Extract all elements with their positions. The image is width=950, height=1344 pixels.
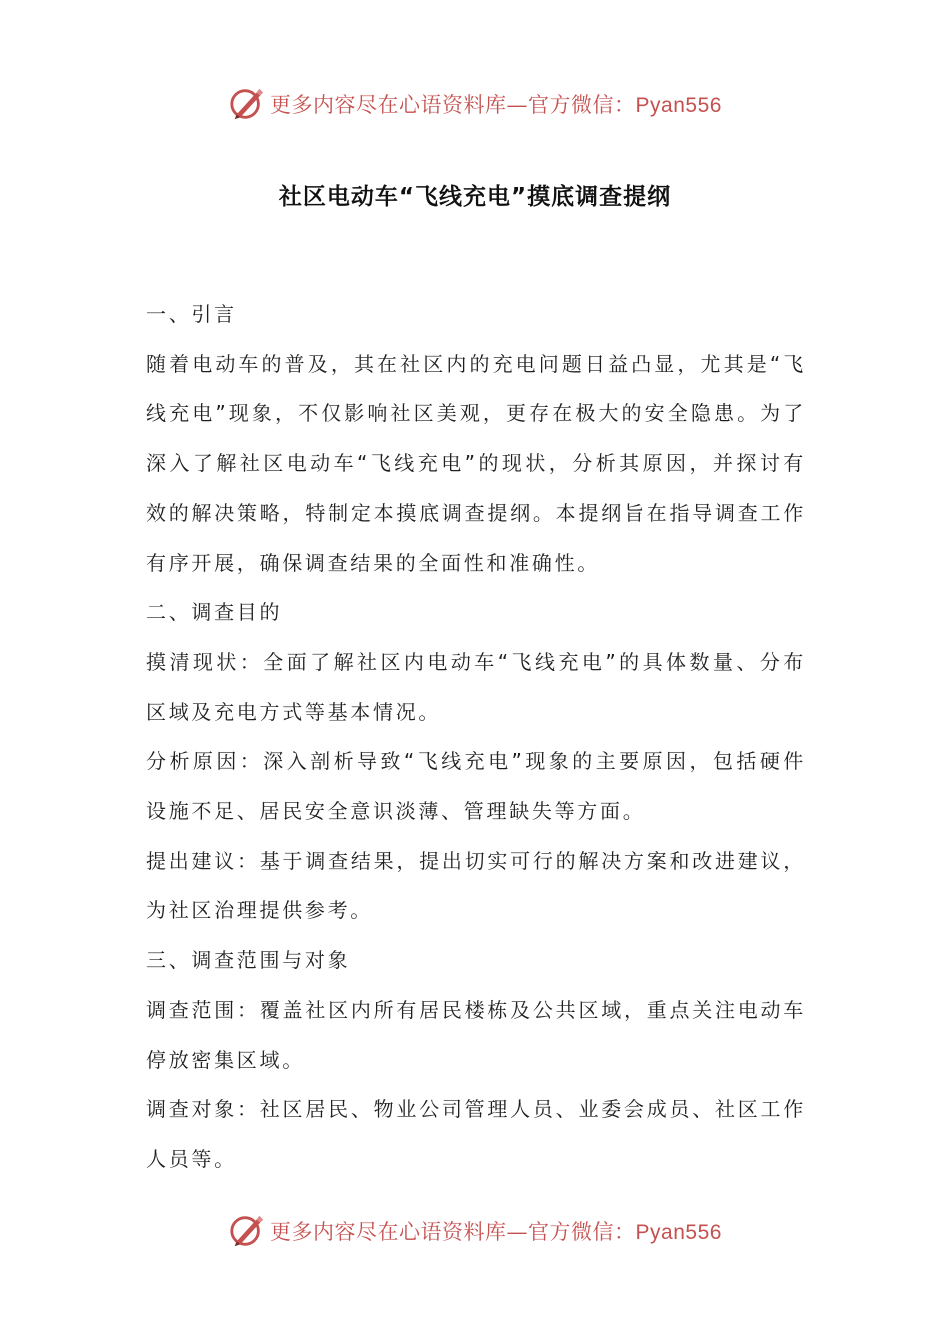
document-title: 社区电动车“飞线充电”摸底调查提纲 [278,184,672,210]
section-heading-intro: 一、引言 [146,302,237,326]
scope-item-targets: 调查对象：社区居民、物业公司管理人员、业委会成员、社区工作人员等。 [146,1097,806,1171]
pen-logo-icon [228,1212,266,1250]
document-body [146,290,806,1185]
watermark-banner-top [0,82,950,126]
watermark-text: 更多内容尽在心语资料库—官方微信：Pyan556 [270,1220,722,1244]
pen-logo-icon [228,85,266,123]
scope-item-range: 调查范围：覆盖社区内所有居民楼栋及公共区域，重点关注电动车停放密集区域。 [146,997,806,1072]
purpose-item-suggestions: 提出建议：基于调查结果，提出切实可行的解决方案和改进建议，为社区治理提供参考。 [146,848,806,923]
watermark-banner-bottom [0,1209,950,1253]
purpose-item-causes: 分析原因：深入剖析导致“飞线充电”现象的主要原因，包括硬件设施不足、居民安全意识淡薄、管理缺失等方面。 [146,749,806,824]
watermark-text: 更多内容尽在心语资料库—官方微信：Pyan556 [270,93,722,117]
purpose-item-status: 摸清现状：全面了解社区内电动车“飞线充电”的具体数量、分布区域及充电方式等基本情况。 [146,649,806,724]
wechat-id: Pyan556 [635,1221,722,1244]
wechat-id: Pyan556 [635,94,722,117]
section-heading-purpose: 二、调查目的 [146,600,283,625]
intro-paragraph: 随着电动车的普及，其在社区内的充电问题日益凸显，尤其是“飞线充电”现象，不仅影响社区美观，更存在极大的安全隐患。为了深入了解社区电动车“飞线充电”的现状，分析其原因，并探讨有效的解决策略，特制定本摸底调查提纲。本提纲旨在指导调查工作有序开展，确保调查结果的全面性和准确性。 [146,351,806,575]
section-heading-scope: 三、调查范围与对象 [146,948,351,973]
